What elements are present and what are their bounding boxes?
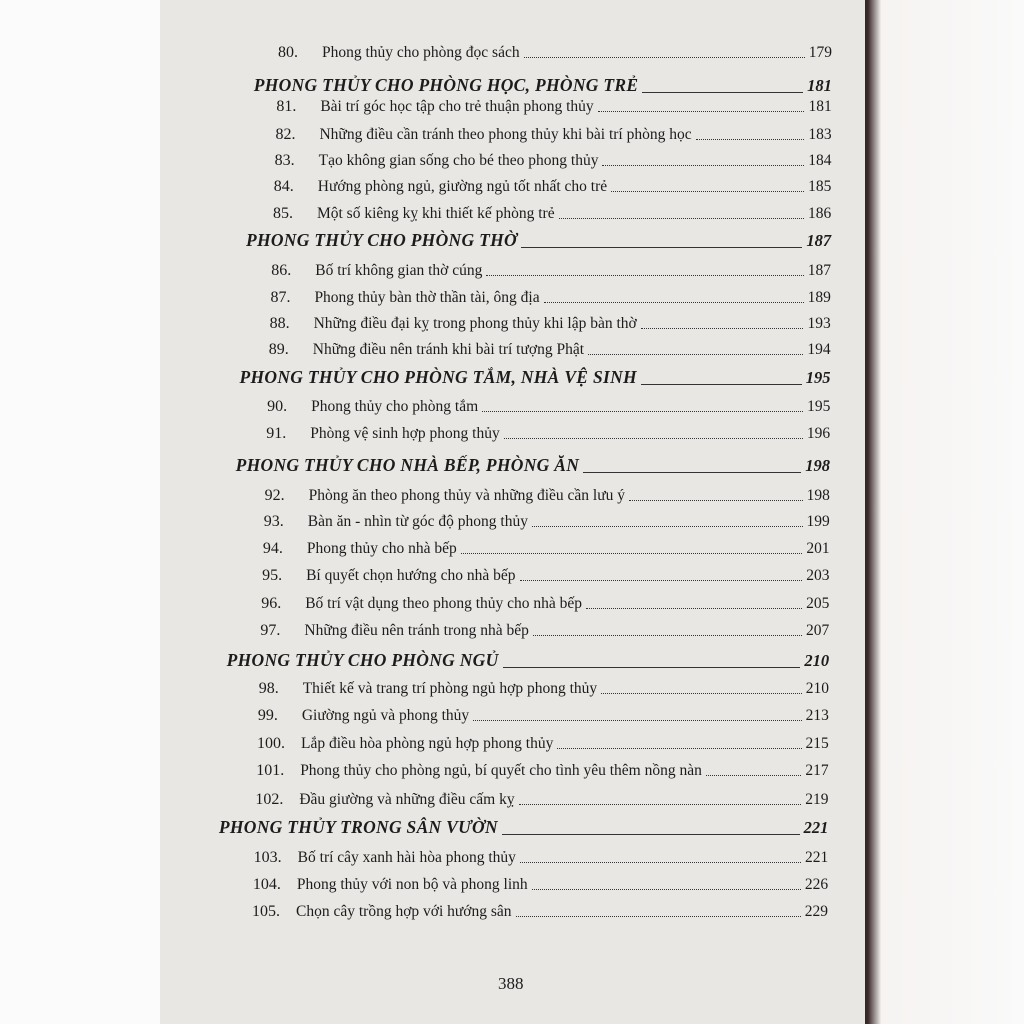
toc-item-number: 87. [270, 289, 291, 306]
toc-item-row [275, 152, 832, 170]
toc-item-title: Phong thủy bàn thờ thần tài, ông địa [314, 289, 540, 306]
toc-item-title: Thiết kế và trang trí phòng ngủ hợp phong thủy [302, 680, 598, 697]
toc-leader-dots [520, 862, 801, 863]
toc-item-number: 98. [258, 680, 279, 697]
toc-leader-dots [598, 111, 805, 112]
toc-item-title: Những điều nên tránh khi bài trí tượng Phật [312, 341, 585, 358]
toc-leader-dots [586, 608, 802, 609]
toc-leader-dots [521, 247, 802, 248]
toc-item-title: Bố trí vật dụng theo phong thủy cho nhà bếp [305, 595, 583, 612]
toc-item-number: 104. [252, 876, 281, 893]
toc-item-number: 84. [273, 178, 294, 195]
toc-item-title: Chọn cây trồng hợp với hướng sân [296, 903, 512, 920]
toc-item-number: 102. [255, 791, 284, 808]
toc-page-number: 213 [805, 707, 829, 724]
toc-leader-dots [519, 804, 802, 805]
toc-item-number: 88. [269, 315, 290, 332]
toc-leader-dots [504, 438, 803, 439]
toc-item-number: 86. [271, 262, 292, 279]
toc-leader-dots [532, 526, 803, 527]
toc-item-title: Giường ngủ và phong thủy [301, 707, 470, 724]
toc-page-number: 210 [805, 680, 830, 697]
toc-item-number: 94. [262, 540, 283, 557]
toc-item-title: Bài trí góc học tập cho trẻ thuận phong thủy [320, 98, 594, 115]
toc-page-number: 221 [803, 818, 829, 837]
book-gutter-shadow [858, 0, 1024, 1024]
toc-page-number: 179 [808, 44, 832, 61]
toc-section-title: PHONG THỦY CHO PHÒNG NGỦ [226, 650, 499, 670]
toc-item-number: 90. [267, 398, 288, 415]
toc-page-number: 187 [806, 231, 832, 250]
toc-section-title: PHONG THỦY CHO PHÒNG HỌC, PHÒNG TRẺ [253, 75, 639, 95]
toc-item-number: 93. [263, 513, 284, 530]
toc-item-title: Một số kiêng kỵ khi thiết kế phòng trẻ [316, 205, 555, 222]
toc-leader-dots [629, 500, 803, 501]
toc-item-row [260, 622, 829, 640]
toc-section-row [240, 367, 831, 388]
toc-leader-dots [611, 191, 804, 192]
toc-leader-dots [588, 354, 803, 355]
toc-item-title: Phong thủy cho phòng đọc sách [322, 44, 520, 61]
toc-item-row [265, 487, 830, 505]
toc-item-row [253, 876, 828, 894]
toc-item-row [254, 849, 829, 867]
toc-leader-dots [641, 328, 804, 329]
toc-item-title: Lắp điều hòa phòng ngủ hợp phong thủy [301, 735, 554, 752]
toc-section-title: PHONG THỦY CHO PHÒNG TẮM, NHÀ VỆ SINH [239, 367, 637, 387]
toc-page-number: 205 [806, 595, 830, 612]
toc-page-number: 226 [804, 876, 829, 893]
toc-page-number: 217 [805, 762, 829, 779]
toc-page-number: 196 [806, 425, 831, 442]
toc-item-number: 80. [278, 44, 298, 61]
toc-section-row [227, 650, 830, 671]
toc-page-number: 198 [806, 487, 830, 504]
toc-item-number: 95. [262, 567, 283, 584]
toc-page-number: 184 [808, 152, 832, 169]
toc-item-title: Phòng ăn theo phong thủy và những điều cần lưu ý [308, 487, 626, 504]
toc-item-title: Phòng vệ sinh hợp phong thủy [310, 425, 500, 442]
toc-item-number: 89. [268, 341, 289, 358]
toc-item-row [256, 762, 828, 780]
toc-leader-dots [557, 748, 801, 749]
toc-item-row [270, 315, 831, 333]
toc-item-title: Đầu giường và những điều cấm kỵ [299, 791, 515, 808]
book-edge-left [0, 0, 160, 1024]
toc-item-row [269, 341, 831, 359]
toc-item-number: 103. [253, 849, 282, 866]
toc-leader-dots [486, 275, 803, 276]
toc-page-number: 203 [806, 567, 830, 584]
toc-leader-dots [696, 139, 805, 140]
toc-item-row [258, 707, 829, 725]
toc-page-number: 195 [805, 368, 831, 387]
toc-page-number: 199 [806, 513, 830, 530]
toc-item-title: Những điều nên tránh trong nhà bếp [304, 622, 529, 639]
toc-page-number: 195 [807, 398, 831, 415]
toc-item-row [274, 178, 832, 196]
toc-page-number: 229 [804, 903, 828, 920]
toc-page-number: 183 [808, 126, 832, 143]
toc-item-title: Những điều cần tránh theo phong thủy khi bài trí phòng học [319, 126, 692, 143]
toc-item-number: 101. [256, 762, 285, 779]
toc-page-number: 210 [804, 651, 830, 670]
toc-item-title: Hướng phòng ngủ, giường ngủ tốt nhất cho trẻ [317, 178, 608, 195]
toc-page-number: 221 [805, 849, 829, 866]
toc-item-row [257, 735, 829, 753]
toc-section-row [246, 230, 831, 251]
toc-item-title: Tạo không gian sống cho bé theo phong thủy [318, 152, 599, 169]
toc-leader-dots [503, 667, 801, 668]
toc-leader-dots [706, 775, 802, 776]
toc-item-number: 85. [272, 205, 293, 222]
toc-page-number: 219 [805, 791, 829, 808]
toc-item-number: 96. [261, 595, 282, 612]
toc-section-title: PHONG THỦY TRONG SÂN VƯỜN [218, 817, 498, 837]
toc-leader-dots [602, 165, 804, 166]
toc-leader-dots [482, 411, 803, 412]
toc-leader-dots [516, 916, 801, 917]
toc-leader-dots [520, 580, 803, 581]
toc-item-row [270, 289, 830, 307]
toc-section-title: PHONG THỦY CHO NHÀ BẾP, PHÒNG ĂN [235, 455, 580, 475]
toc-page-number: 215 [805, 735, 829, 752]
toc-leader-dots [583, 472, 801, 473]
toc-item-row [273, 205, 831, 223]
toc-leader-dots [461, 553, 803, 554]
toc-section-row [254, 75, 832, 96]
toc-item-number: 99. [257, 707, 278, 724]
toc-leader-dots [559, 218, 804, 219]
toc-item-row [276, 98, 831, 116]
toc-item-title: Bí quyết chọn hướng cho nhà bếp [306, 567, 516, 584]
toc-item-number: 92. [264, 487, 285, 504]
toc-item-row [278, 44, 832, 62]
toc-item-row [262, 567, 829, 585]
toc-section-row [236, 455, 830, 476]
toc-item-row [271, 262, 831, 280]
toc-leader-dots [524, 57, 805, 58]
toc-item-row [267, 398, 830, 416]
toc-leader-dots [473, 720, 801, 721]
toc-item-title: Phong thủy cho phòng tắm [311, 398, 479, 415]
toc-leader-dots [532, 889, 801, 890]
toc-item-row [252, 903, 828, 921]
toc-item-number: 83. [274, 152, 295, 169]
book-page [160, 0, 865, 1024]
toc-item-title: Phong thủy với non bộ và phong linh [296, 876, 528, 893]
toc-page-number: 207 [806, 622, 830, 639]
toc-page-number: 185 [808, 178, 832, 195]
toc-item-number: 97. [260, 622, 281, 639]
toc-page-number: 181 [807, 76, 832, 95]
toc-section-row [219, 817, 829, 838]
toc-item-title: Những điều đại kỵ trong phong thủy khi lập bàn thờ [313, 315, 637, 332]
toc-page-number: 193 [807, 315, 831, 332]
toc-page-number: 186 [807, 205, 832, 222]
toc-item-number: 81. [276, 98, 297, 115]
toc-page-number: 198 [805, 456, 831, 475]
toc-item-number: 82. [275, 126, 296, 143]
toc-leader-dots [533, 635, 802, 636]
toc-item-title: Bàn ăn - nhìn từ góc độ phong thủy [307, 513, 528, 530]
toc-page-number: 189 [807, 289, 831, 306]
toc-item-number: 91. [266, 425, 287, 442]
toc-item-row [266, 425, 830, 443]
toc-item-number: 105. [252, 903, 280, 920]
toc-page-number: 201 [806, 540, 830, 557]
toc-section-title: PHONG THỦY CHO PHÒNG THỜ [245, 230, 517, 250]
toc-item-number: 100. [257, 735, 286, 752]
toc-leader-dots [642, 92, 803, 93]
toc-item-row [259, 680, 829, 698]
toc-item-row [263, 540, 830, 558]
toc-item-row [264, 513, 830, 531]
toc-item-title: Bố trí cây xanh hài hòa phong thủy [297, 849, 516, 866]
toc-page-number: 181 [808, 98, 832, 115]
toc-page-number: 194 [807, 341, 831, 358]
toc-leader-dots [502, 834, 800, 835]
toc-leader-dots [601, 693, 802, 694]
toc-item-title: Phong thủy cho phòng ngủ, bí quyết cho tình yêu thêm nồng nàn [300, 762, 702, 779]
toc-leader-dots [641, 384, 802, 385]
toc-item-title: Phong thủy cho nhà bếp [306, 540, 457, 557]
toc-item-row [255, 791, 828, 809]
toc-item-row [275, 126, 831, 144]
page-number: 388 [498, 974, 524, 993]
toc-item-row [261, 595, 829, 613]
table-of-contents [160, 0, 865, 1024]
toc-leader-dots [544, 302, 804, 303]
toc-item-title: Bố trí không gian thờ cúng [315, 262, 483, 279]
toc-page-number: 187 [807, 262, 831, 279]
